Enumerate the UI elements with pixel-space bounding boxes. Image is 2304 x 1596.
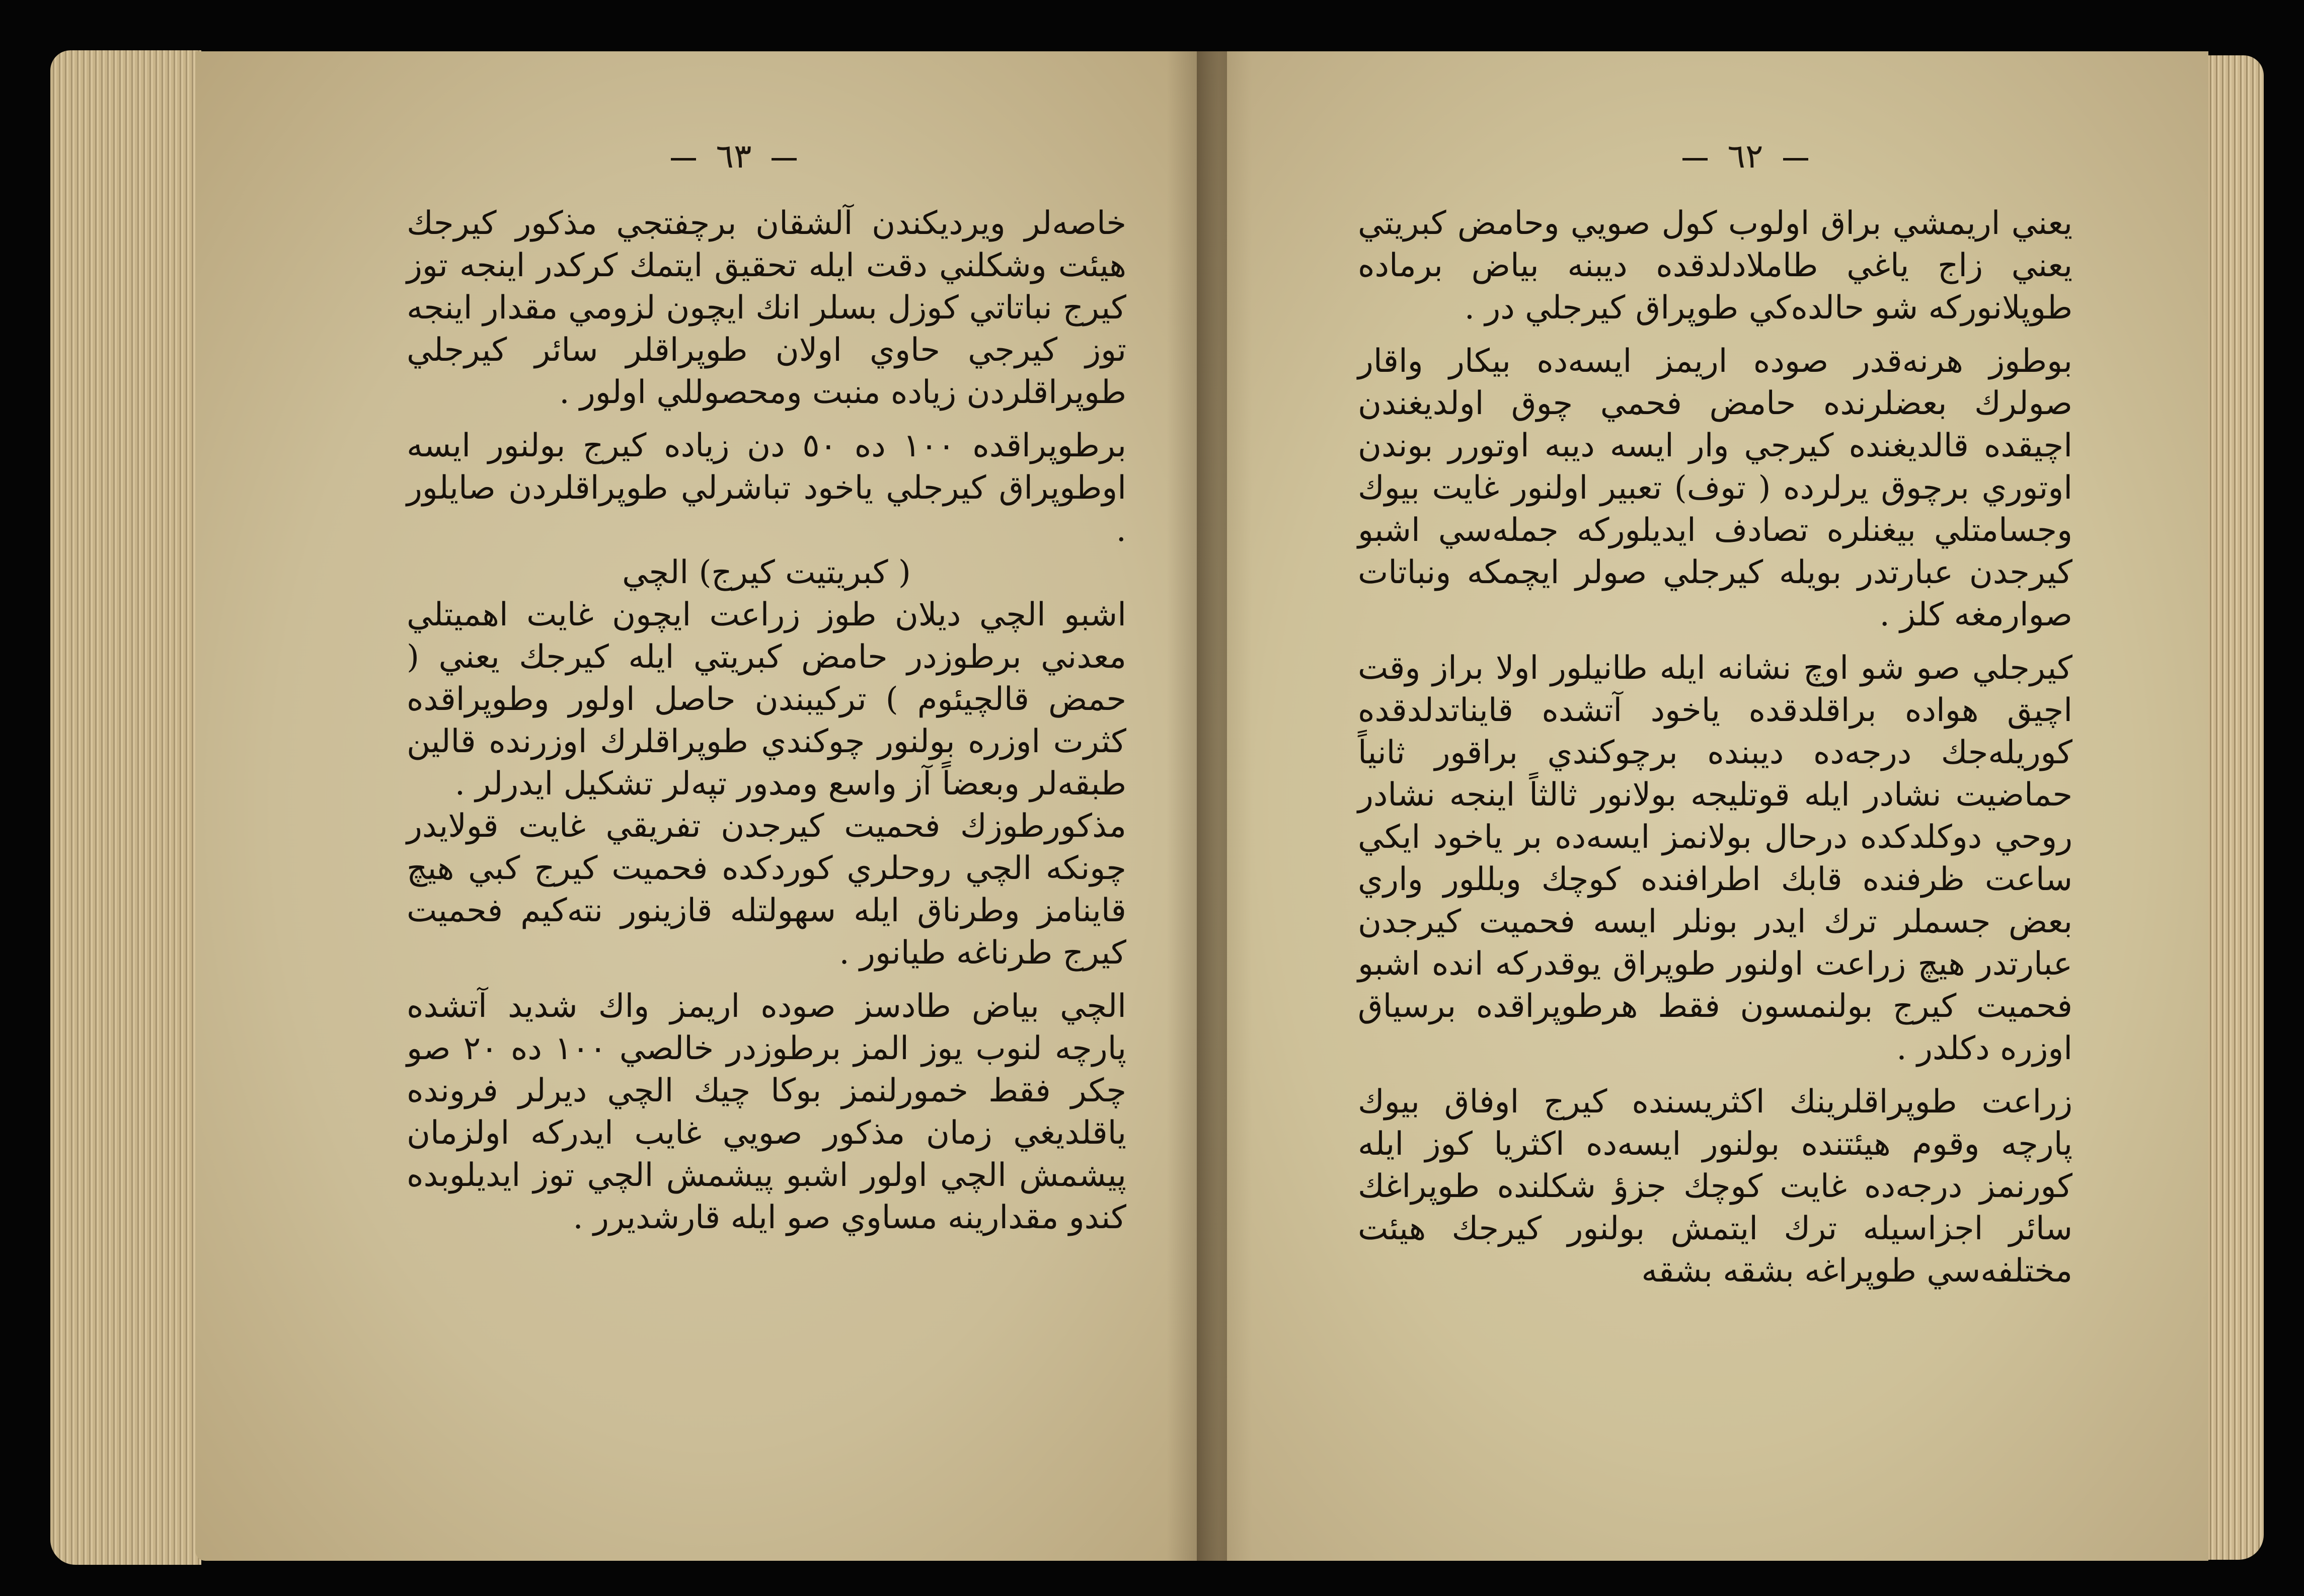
right-page bbox=[1197, 51, 2208, 1561]
paragraph: زراعت طوپراقلرينك اكثريسنده كيرج اوفاق بيوك پارچه وقوم هيئتنده بولنور ايسه‌ده اكثريا كوز ايله كورنمز درجه‌ده غايت كوچك جزؤ شكلنده طوپراغك سائر اجزاسيله ترك ايتمش بولنور كيرجك هيئت مختلفه‌سي طوپراغه بشقه بشقه bbox=[1358, 1083, 2072, 1290]
paragraph: خاصه‌لر ويرديكندن آلشقان برچفتجي مذكور كيرجك هيئت وشكلني دقت ايله تحقيق ايتمك كركدر اينجه توز كيرج نباتاتي كوزل بسلر انك ايچون لزومي مقدار اينجه توز كيرجي حاوي اولان طوپراقلر سائر كيرجلي طوپراقلردن زياده منبت ومحصوللي اولور . bbox=[407, 205, 1126, 411]
left-page bbox=[195, 51, 1227, 1561]
paragraph: اشبو الچي ديلان طوز زراعت ايچون غايت اهميتلي معدني برطوزدر حامض كبريتي ايله كيرجك يعني ( حمض قالچيئوم ) تركيبندن حاصل اولور وطوپراقده كثرت اوزره بولنور چوكندي طوپراقلرك اوزرنده قالين طبقه‌لر وبعضاً آز واسع ومدور تپه‌لر تشكيل ايدرلر . bbox=[407, 596, 1126, 803]
paragraph: كيرجلي صو شو اوچ نشانه ايله طانيلور اولا براز وقت اچيق هواده براقلدقده ياخود آتشده قايناتدلدقده كوريله‌جك درجه‌ده ديبنده برچوكندي براقور ثانياً حماضيت نشادر ايله قوتليجه بولانور ثالثاً اينجه نشادر روحي دوكلدكده درحال بولانمز ايسه‌ده بر ياخود ايكي ساعت ظرفنده قابك اطرافنده كوچك وبللور واري بعض جسملر ترك ايدر بونلر ايسه فحميت كيرجدن عبارتدر هيچ زراعت اولنور طوپراق يوقدركه انده اشبو فحميت كيرج بولنمسون فقط هرطوپراقده برسياق اوزره دكلدر . bbox=[1358, 650, 2073, 1067]
paragraph: الچي بياض طادسز صوده اريمز واك شديد آتشده پارچه لنوب يوز المز برطوزدر خالصي ١٠٠ ده ٢٠ صو چكر فقط خمورلنمز بوكا چيك الچي ديرلر فرونده ياقلديغي زمان مذكور صويي غايب ايدركه اولزمان پيشمش الچي اولور اشبو پيشمش الچي توز ايديلوبده كندو مقدارينه مساوي صو ايله قارشديرر . bbox=[407, 988, 1127, 1236]
paragraph: برطوپراقده ١٠٠ ده ٥٠ دن زياده كيرج بولنور ايسه اوطوپراق كيرجلي ياخود تباشرلي طوپراقلردن صايلور . bbox=[407, 427, 1127, 549]
left-page-text bbox=[407, 202, 1126, 1239]
right-page-number: ٦٢ bbox=[1594, 137, 1896, 176]
paragraph: بوطوز هرنه‌قدر صوده اريمز ايسه‌ده بيكار واقار صولرك بعضلرنده حامض فحمي چوق اولديغندن اچيقده قالديغنده كيرجي وار ايسه ديبه اوتورر بوندن اوتوري برچوق يرلرده ( توف) تعبير اولنور غايت بيوك وجسامتلي بيغنلره تصادف ايديلوركه جمله‌سي اشبو كيرجدن عبارتدر بويله كيرجلي صولر ايچمكه ونباتات صوارمغه كلز . bbox=[1358, 343, 2072, 633]
left-page-number: ٦٣ bbox=[583, 137, 885, 176]
section-heading: ( كبريتيت كيرج) الچي bbox=[622, 554, 911, 591]
right-page-text bbox=[1358, 202, 2072, 1292]
paragraph: مذكورطوزك فحميت كيرجدن تفريقي غايت قولايدر چونكه الچي روحلري كوردكده فحميت كيرج كبي هيچ قاينامز وطرناق ايله سهولتله قازينور نته‌كيم فحميت كيرج طرناغه طيانور . bbox=[407, 808, 1126, 972]
open-book bbox=[39, 40, 2264, 1580]
page-edges-left bbox=[50, 50, 201, 1565]
gutter-shadow-right bbox=[1197, 51, 1252, 1561]
paragraph: يعني اريمشي براق اولوب كول صويي وحامض كبريتي يعني زاج ياغي طاملادلدقده ديبنه بياض برماده طوپلانوركه شو حالده‌كي طوپراق كيرجلي در . bbox=[1358, 205, 2072, 327]
